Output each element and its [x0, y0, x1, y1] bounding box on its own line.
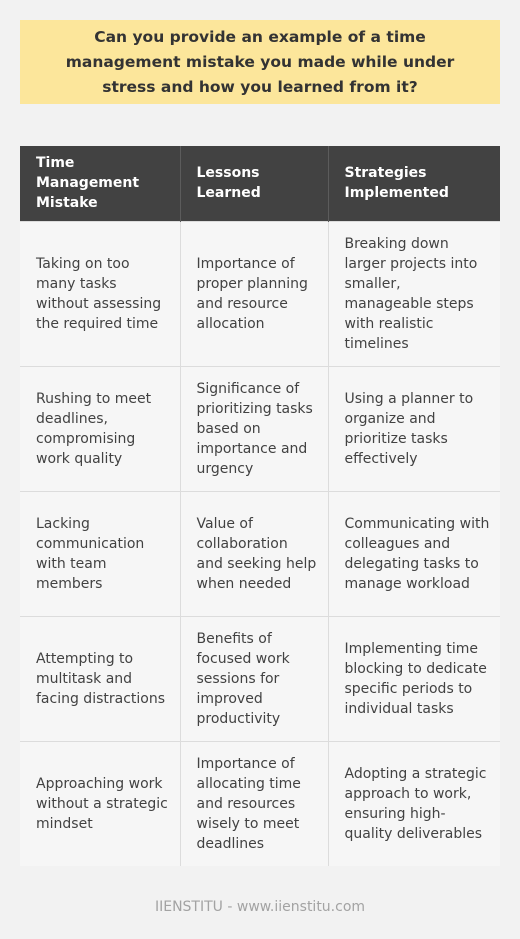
column-header-lessons: Lessons Learned — [180, 146, 328, 221]
question-title: Can you provide an example of a time management mistake you made while under stress and how you learned from it? — [65, 27, 455, 96]
mistake-cell: Rushing to meet deadlines, compromising work quality — [20, 366, 180, 491]
mistake-cell: Lacking communication with team members — [20, 491, 180, 616]
column-header-mistake: Time Management Mistake — [20, 146, 180, 221]
table-row — [20, 221, 500, 366]
lesson-cell: Significance of prioritizing tasks based on importance and urgency — [180, 366, 328, 491]
table-row — [20, 741, 500, 866]
table-row — [20, 366, 500, 491]
table-header-row — [20, 146, 500, 221]
lesson-cell: Value of collaboration and seeking help when needed — [180, 491, 328, 616]
mistake-cell: Attempting to multitask and facing distractions — [20, 616, 180, 741]
footer-credit: IIENSTITU - www.iienstitu.com — [154, 899, 366, 915]
question-banner — [20, 20, 500, 104]
mistake-cell: Approaching work without a strategic mindset — [20, 741, 180, 866]
lesson-cell: Importance of allocating time and resources wisely to meet deadlines — [180, 741, 328, 866]
lesson-cell: Benefits of focused work sessions for improved productivity — [180, 616, 328, 741]
strategy-cell: Using a planner to organize and prioritize tasks effectively — [328, 366, 500, 491]
mistake-cell: Taking on too many tasks without assessing the required time — [20, 221, 180, 366]
strategy-cell: Communicating with colleagues and delegating tasks to manage workload — [328, 491, 500, 616]
lesson-cell: Importance of proper planning and resource allocation — [180, 221, 328, 366]
strategy-cell: Adopting a strategic approach to work, ensuring high-quality deliverables — [328, 741, 500, 866]
column-header-strategies: Strategies Implemented — [328, 146, 500, 221]
table-row — [20, 616, 500, 741]
lessons-table — [20, 146, 500, 866]
strategy-cell: Implementing time blocking to dedicate specific periods to individual tasks — [328, 616, 500, 741]
strategy-cell: Breaking down larger projects into smaller, manageable steps with realistic timelines — [328, 221, 500, 366]
table-row — [20, 491, 500, 616]
